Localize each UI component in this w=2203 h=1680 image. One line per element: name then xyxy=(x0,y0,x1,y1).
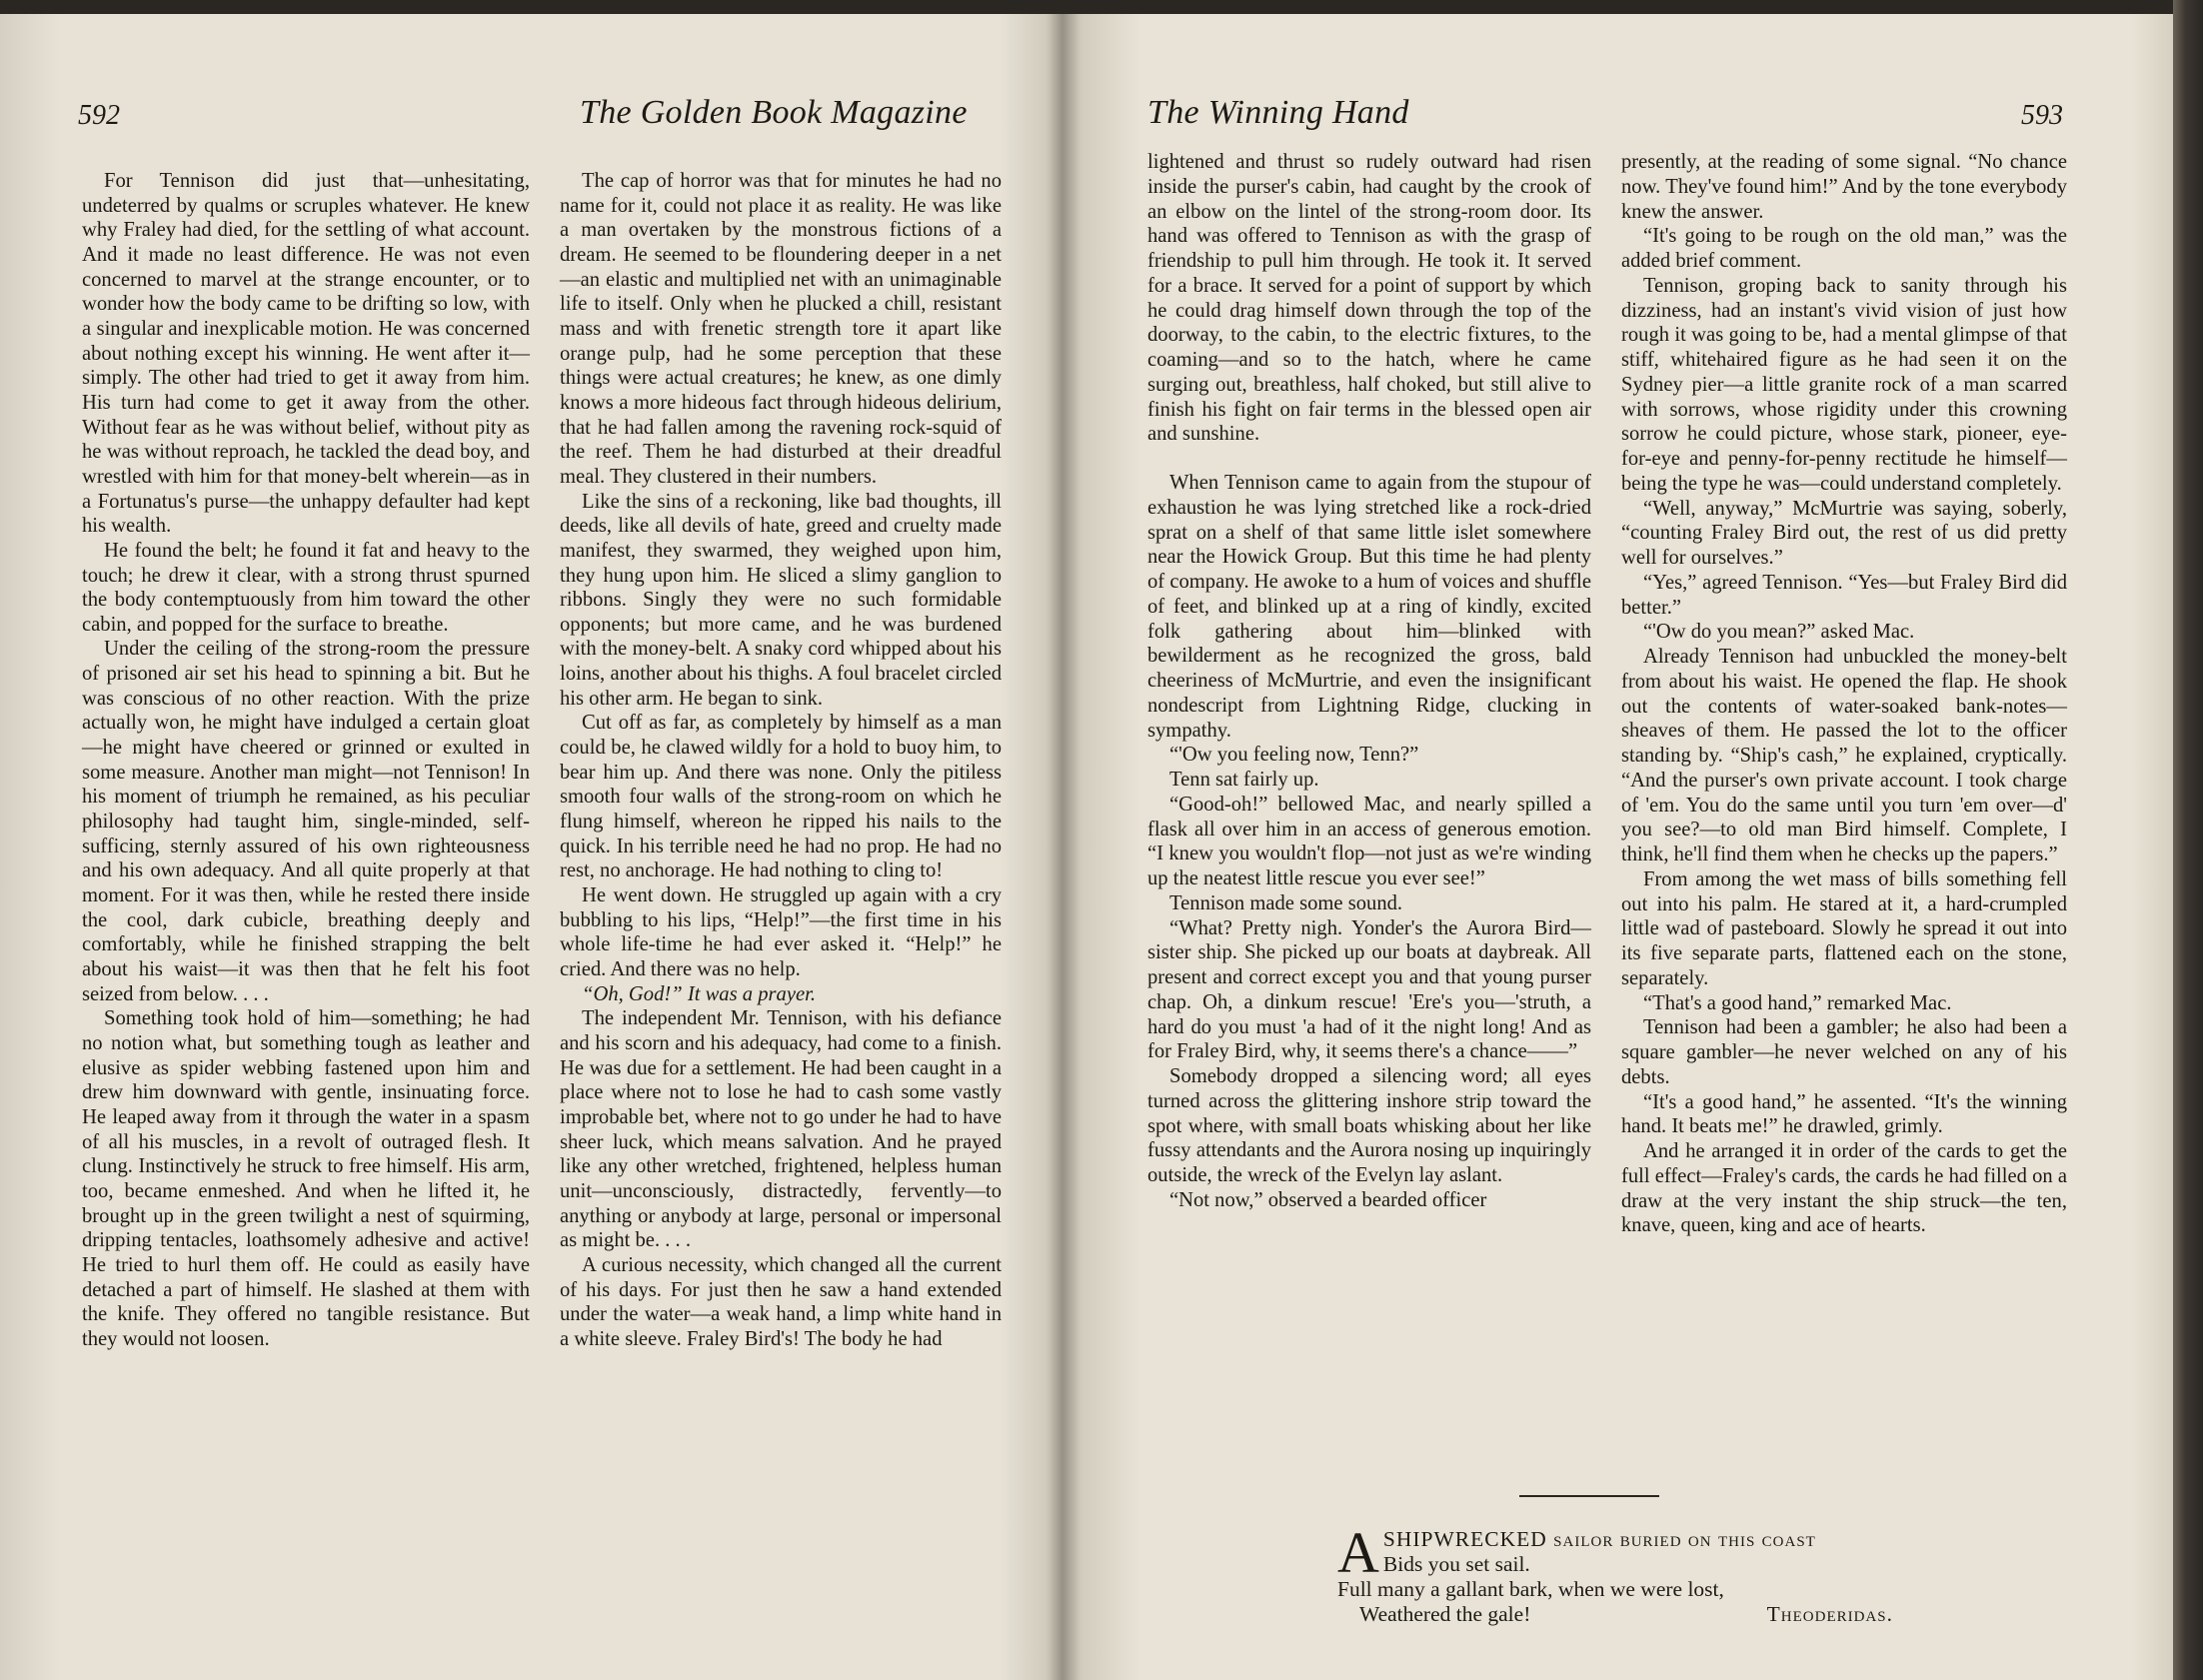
drop-cap: A xyxy=(1337,1520,1379,1585)
paragraph: Tennison, groping back to sanity through his dizziness, had an instant's vivid vision of just how rough it was going to be, had a mental glimpse of that stiff, whitehaired figure as he had seen it on the Sydney pier—a little granite rock of a man scarred with sorrows, whose rigidity under this crowning sorrow he could picture, whose stark, pioneer, eye-for-eye and penny-for-penny rectitude he himself—being the type he was—could understand completely. xyxy=(1621,274,2067,495)
paragraph: Like the sins of a reckoning, like bad thoughts, ill deeds, like all devils of hate, greed and cruelty made manifest, they swarmed, they weighed upon him, they hung upon him. He sliced a slimy ganglion to ribbons. Singly they were no such formidable opponents; but more came, and he was burdened with the money-belt. A snaky cord whipped about his loins, another about his thighs. A foul bracelet circled his other arm. He began to sink. xyxy=(560,490,1002,710)
paragraph: “It's going to be rough on the old man,” was the added brief comment. xyxy=(1621,225,2067,272)
paragraph: When Tennison came to again from the stupour of exhaustion he was lying stretched like a rock-dried sprat on a shelf of that same little islet somewhere near the Howick Group. But this time he had plenty of company. He awoke to a hum of voices and shuffle of feet, and blinked up at a ring of kindly, excited folk gathering about him—blinked with bewilderment as he recognized the gross, bald cheeriness of McMurtrie, and even the insignificant nondescript from Lightning Ridge, clucking in sympathy. xyxy=(1147,472,1591,742)
paragraph: Cut off as far, as completely by himself as a man could be, he clawed wildly for a hold to buoy him, to bear him up. And there was none. Only the pitiless smooth four walls of the strong-room on which he flung himself, whereon he ripped his nails to the quick. In his terrible need he had no prop. He had no rest, no anchorage. He had nothing to cling to! xyxy=(560,712,1002,882)
paragraph: And he arranged it in order of the cards to get the full effect—Fraley's cards, the cards he had filled on a draw at the very instant the ship struck—the ten, knave, queen, king and ace of hearts. xyxy=(1621,1140,2067,1237)
poem-line-1: SHIPWRECKED sailor buried on this coast xyxy=(1382,1527,1816,1551)
paragraph: The independent Mr. Tennison, with his defiance and his scorn and his adequacy, had come to a finish. He was due for a settlement. He had been caught in a place where not to lose he had to cash some vastly improbable bet, where not to go under he had to have sheer luck, which means salvation. And he prayed like any other wretched, frightened, helpless human unit—unconsciously, distractedly, fervently—to anything or anybody at large, personal or impersonal as might be. . . . xyxy=(560,1007,1002,1252)
left-column-2 xyxy=(560,169,1002,1352)
section-divider xyxy=(1519,1495,1659,1497)
paragraph: “Good-oh!” bellowed Mac, and nearly spilled a flask all over him in an access of generous emotion. “I knew you wouldn't flop—not just as we're winding up the neatest little rescue you ever see!” xyxy=(1147,793,1591,889)
running-title-right: The Winning Hand xyxy=(1147,94,1409,131)
right-column-2 xyxy=(1621,150,2067,1238)
poem-line-3: Full many a gallant bark, when we were lost, xyxy=(1337,1577,1724,1601)
paragraph: A curious necessity, which changed all the current of his days. For just then he saw a hand extended under the water—a weak hand, a limp white hand in a white sleeve. Fraley Bird's! The body he had xyxy=(560,1253,1002,1350)
paragraph: Somebody dropped a silencing word; all eyes turned across the glittering inshore strip toward the spot where, with small boats whisking about her like fussy attendants and the Aurora nosing up inquiringly outside, the wreck of the Evelyn lay aslant. xyxy=(1147,1065,1591,1186)
paragraph: “What? Pretty nigh. Yonder's the Aurora Bird—sister ship. She picked up our boats at daybreak. All present and correct except you and that young purser chap. Oh, a dinkum rescue! 'Ere's you—'struth, a hard do you must 'a had of it the night long! And as for Fraley Bird, why, it seems there's a chance——” xyxy=(1147,916,1591,1063)
poem xyxy=(1337,1520,1897,1627)
paragraph: “'Ow you feeling now, Tenn?” xyxy=(1169,744,1419,767)
paragraph: Already Tennison had unbuckled the money-belt from about his waist. He opened the flap. He shook out the contents of water-soaked bank-notes—sheaves of them. He passed the lot to the officer standing by. “Ship's cash,” he explained, cryptically. “And the purser's own private account. I took charge of 'em. You do the same until you turn 'em over—d' you see?—to old man Bird himself. Complete, I think, he'll find them when he checks up the papers.” xyxy=(1621,646,2067,865)
paragraph: For Tennison did just that—unhesitating, undeterred by qualms or scruples whatever. He knew why Fraley had died, for the settling of what account. And it made no least difference. He was not even concerned to marvel at the strange encounter, or to wonder how the body came to be drifting so low, with a singular and inexplicable motion. He was concerned about nothing except his winning. He went after it—simply. The other had tried to get it away from him. His turn had come to get it away from the other. Without fear as he was without belief, without pity as he was without reproach, he tackled the dead boy, and wrestled with him for that money-belt wherein—as in a Fortunatus's purse—the unhappy defaulter had kept his wealth. xyxy=(82,170,530,538)
paragraph: “'Ow do you mean?” asked Mac. xyxy=(1643,621,1915,644)
paragraph: Tennison had been a gambler; he also had been a square gambler—he never welched on any of his debts. xyxy=(1621,1016,2067,1088)
paragraph: Tenn sat fairly up. xyxy=(1169,769,1319,791)
paragraph: He went down. He struggled up again with a cry bubbling to his lips, “Help!”—the first time in his whole life-time he had ever asked it. “Help!” he cried. And there was no help. xyxy=(560,884,1002,980)
left-column-1 xyxy=(82,169,530,1352)
paragraph: Tennison made some sound. xyxy=(1169,891,1403,914)
paragraph: Under the ceiling of the strong-room the pressure of prisoned air set his head to spinning a bit. But he was conscious of no other reaction. With the prize actually won, he might have indulged a certain gloat—he might have cheered or grinned or exulted in some measure. Another man might—not Tennison! In his moment of triumph he remained, as his peculiar philosophy had taught him, single-minded, self-sufficing, sternly assured of his own righteousness and his own adequacy. And all quite properly at that moment. For it was then, while he rested there inside the cool, dark cubicle, breathing deeply and comfortably, while he finished strapping the belt about his waist—it was then that he felt his foot seized from below. . . . xyxy=(82,638,530,1005)
poem-line-2: Bids you set sail. xyxy=(1382,1552,1530,1576)
paragraph: presently, at the reading of some signal. “No chance now. They've found him!” And by the tone everybody knew the answer. xyxy=(1621,151,2067,223)
gutter-shadow xyxy=(1046,14,1080,1680)
page-number-right: 593 xyxy=(2021,100,2063,131)
poem-attribution: Theoderidas. xyxy=(1766,1602,1893,1626)
paragraph: He found the belt; he found it fat and heavy to the touch; he drew it clear, with a strong thrust spurned the body contemptuously from him toward the other cabin, and popped for the surface to breathe. xyxy=(82,539,530,636)
paragraph: The cap of horror was that for minutes he had no name for it, could not place it as reality. He was like a man overtaken by the monstrous fictions of a dream. He seemed to be floundering deeper in a net—an elastic and multiplied net with an unimaginable life to itself. Only when he plucked a chill, resistant mass and with frenetic strength tore it apart like orange pulp, had he some perception that these things were actual creatures; he knew, as one dimly knows a more hideous fact through hideous delirium, that he had fallen among the ravening rock-squid of the reef. Them he had disturbed at their dreadful meal. They clustered in their numbers. xyxy=(560,170,1002,488)
paragraph: Something took hold of him—something; he had no notion what, but something tough as leather and elusive as spider webbing fastened upon him and drew him downward with gentle, insinuating force. He leaped away from it through the water in a spasm of all his muscles, in a revolt of outraged flesh. It clung. Instinctively he struck to free himself. His arm, too, became enmeshed. And when he lifted it, he brought up in the green twilight a nest of squirming, dripping tentacles, loathsomely adhesive and active! He tried to hurl them off. He could as easily have detached a part of himself. He slashed at them with the knife. They offered no tangible resistance. But they would not loosen. xyxy=(82,1007,530,1350)
running-title-left: The Golden Book Magazine xyxy=(580,94,968,131)
page-edge xyxy=(2173,0,2203,1680)
paragraph: “Well, anyway,” McMurtrie was saying, soberly, “counting Fraley Bird out, the rest of us did pretty well for ourselves.” xyxy=(1621,497,2067,569)
paragraph: “It's a good hand,” he assented. “It's the winning hand. It beats me!” he drawled, grimly. xyxy=(1621,1090,2067,1138)
paragraph: “Oh, God!” It was a prayer. xyxy=(582,982,816,1005)
right-column-1 xyxy=(1147,150,1591,1213)
paragraph: “That's a good hand,” remarked Mac. xyxy=(1643,991,1952,1014)
poem-line-4: Weathered the gale! xyxy=(1359,1602,1531,1626)
paragraph: From among the wet mass of bills something fell out into his palm. He stared at it, a hard-crumpled little wad of pasteboard. Slowly he spread it out into its five separate parts, flattened each on the stone, separately. xyxy=(1621,867,2067,989)
paragraph: lightened and thrust so rudely outward had risen inside the purser's cabin, had caught by the crook of an elbow on the lintel of the strong-room door. Its hand was offered to Tennison as with the grasp of friendship to pull him through. He took it. It served for a brace. It served for a point of support by which he could drag himself down through the top of the doorway, to the cabin, to the electric fixtures, to the coaming—and so to the hatch, where he came surging out, breathless, half choked, but still alive to finish his fight on fair terms in the blessed open air and sunshine. xyxy=(1147,151,1591,446)
paragraph: “Not now,” observed a bearded officer xyxy=(1169,1188,1487,1211)
paragraph: “Yes,” agreed Tennison. “Yes—but Fraley Bird did better.” xyxy=(1621,571,2067,619)
page-number-left: 592 xyxy=(78,100,120,131)
